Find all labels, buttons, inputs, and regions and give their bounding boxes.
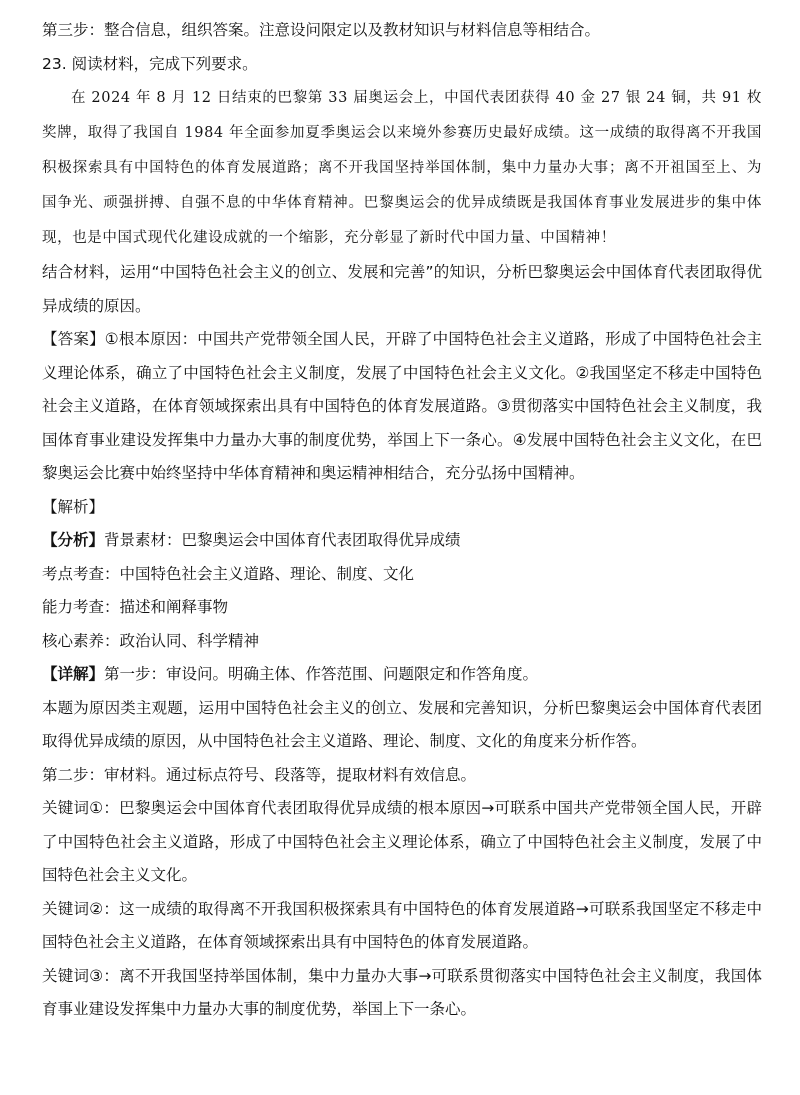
answer-paragraph xyxy=(42,323,762,491)
requirement-text: 结合材料，运用“中国特色社会主义的创立、发展和完善”的知识，分析巴黎奥运会中国体育代表团取得优异成绩的原因。 xyxy=(42,263,762,315)
answer-text: ①根本原因：中国共产党带领全国人民，开辟了中国特色社会主义道路，形成了中国特色社会主义理论体系，确立了中国特色社会主义制度，发展了中国特色社会主义文化。②我国坚定不移走中国特色社会主义道路，在体育领域探索出具有中国特色的体育发展道路。③贯彻落实中国特色社会主义制度，我国体育事业建设发挥集中力量办大事的制度优势，举国上下一条心。④发展中国特色社会主义文化，在巴黎奥运会比赛中始终坚持中华体育精神和奥运精神相结合，充分弘扬中国精神。 xyxy=(42,330,762,482)
analysis-header: 【解析】 xyxy=(42,497,105,516)
kaodian-line: 考点考查：中国特色社会主义道路、理论、制度、文化 xyxy=(42,564,415,583)
nengli-line: 能力考查：描述和阐释事物 xyxy=(42,598,229,616)
question-title: 23. 阅读材料，完成下列要求。 xyxy=(42,54,258,73)
detail-line xyxy=(42,658,762,692)
answer-label: 【答案】 xyxy=(42,330,105,348)
suyang-line: 核心素养：政治认同、科学精神 xyxy=(42,631,260,650)
analysis-line xyxy=(42,524,762,558)
detail-text: 第一步：审设问。明确主体、作答范围、问题限定和作答角度。 xyxy=(104,665,539,683)
keyword-2: 关键词②：这一成绩的取得离不开我国积极探索具有中国特色的体育发展道路→可联系我国坚定不移走中国特色社会主义道路，在体育领域探索出具有中国特色的体育发展道路。 xyxy=(42,899,762,951)
step3-line: 第三步：整合信息，组织答案。注意设问限定以及教材知识与材料信息等相结合。 xyxy=(42,21,601,39)
keyword-3: 关键词③：离不开我国坚持举国体制，集中力量办大事→可联系贯彻落实中国特色社会主义制度，我国体育事业建设发挥集中力量办大事的制度优势，举国上下一条心。 xyxy=(42,966,762,1018)
document-page xyxy=(42,14,762,1027)
analysis-label: 【分析】 xyxy=(42,531,105,549)
step2-line: 第二步：审材料。通过标点符号、段落等，提取材料有效信息。 xyxy=(42,765,477,784)
analysis-text: 背景素材：巴黎奥运会中国体育代表团取得优异成绩 xyxy=(104,531,461,549)
detail-label: 【详解】 xyxy=(42,665,105,683)
keyword-1: 关键词①：巴黎奥运会中国体育代表团取得优异成绩的根本原因→可联系中国共产党带领全国人民，开辟了中国特色社会主义道路，形成了中国特色社会主义理论体系，确立了中国特色社会主义制度，发展了中国特色社会主义文化。 xyxy=(42,799,762,884)
material-paragraph: 在 2024 年 8 月 12 日结束的巴黎第 33 届奥运会上，中国代表团获得 40 金 27 银 24 铜，共 91 枚奖牌，取得了我国自 1984 年全面参加夏季奥运会以来境外参赛历史最好成绩。这一成绩的取得离不开我国积极探索具有中国特色的体育发展道路；离不开我国坚持举国体制，集中力量办大事；离不开祖国至上、为国争光、顽强拼搏、自强不息的中华体育精神。巴黎奥运会的优异成绩既是我国体育事业发展进步的集中体现，也是中国式现代化建设成就的一个缩影，充分彰显了新时代中国力量、中国精神！ xyxy=(42,90,762,246)
detail-paragraph: 本题为原因类主观题，运用中国特色社会主义的创立、发展和完善知识，分析巴黎奥运会中国体育代表团取得优异成绩的原因，从中国特色社会主义道路、理论、制度、文化的角度来分析作答。 xyxy=(42,698,762,750)
